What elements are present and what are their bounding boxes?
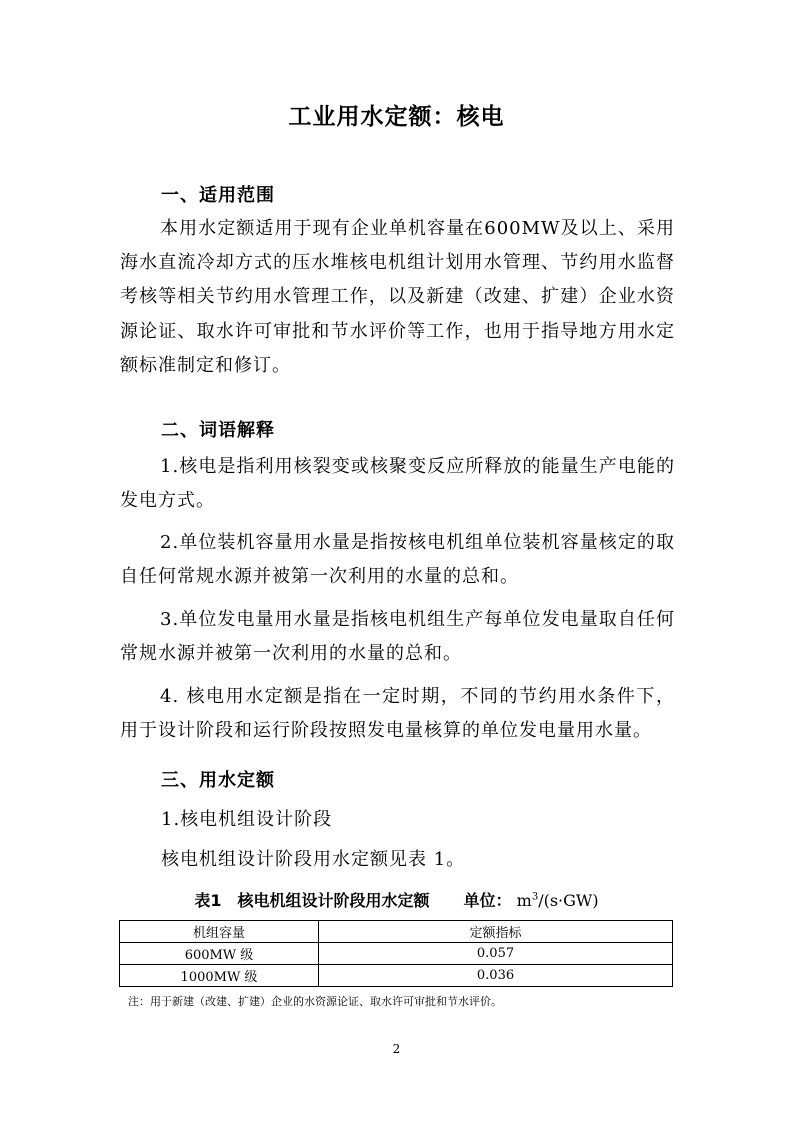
subheading-design-stage: 1.核电机组设计阶段 (161, 809, 333, 830)
table-caption-label: 表1 核电机组设计阶段用水定额 (194, 891, 430, 910)
paragraph-term-2: 2.单位装机容量用水量是指按核电机组单位装机容量核定的取自任何常规水源并被第一次利用的水量的总和。 (120, 532, 675, 588)
table-cell-quota: 0.036 (319, 965, 673, 987)
page-title: 工业用水定额：核电 (288, 104, 505, 130)
table-unit-label: 单位： (463, 891, 512, 910)
table-unit-superscript: 3 (531, 891, 539, 903)
section-heading-terms: 二、词语解释 (161, 420, 275, 441)
table-header-quota: 定额指标 (319, 921, 673, 943)
table-cell-capacity: 1000MW 级 (120, 965, 319, 987)
table-unit-value-base: m (516, 891, 532, 910)
paragraph-table-reference: 核电机组设计阶段用水定额见表 1。 (161, 849, 466, 870)
paragraph-scope: 本用水定额适用于现有企业单机容量在600MW及以上、采用海水直流冷却方式的压水堆核电机组计划用水管理、节约用水监督考核等相关节约用水管理工作，以及新建（改建、扩建）企业水资源论证、取水许可审批和节水评价等工作，也用于指导地方用水定额标准制定和修订。 (120, 218, 675, 376)
table-row (120, 965, 673, 987)
table-cell-quota: 0.057 (319, 943, 673, 965)
table-note: 注：用于新建（改建、扩建）企业的水资源论证、取水许可审批和节水评价。 (128, 995, 502, 1008)
table-cell-capacity: 600MW 级 (120, 943, 319, 965)
table-caption (0, 888, 793, 911)
paragraph-term-1: 1.核电是指利用核裂变或核聚变反应所释放的能量生产电能的发电方式。 (120, 456, 675, 512)
paragraph-term-4: 4. 核电用水定额是指在一定时期，不同的节约用水条件下，用于设计阶段和运行阶段按照发电量核算的单位发电量用水量。 (120, 686, 675, 742)
paragraph-term-3: 3.单位发电量用水量是指核电机组生产每单位发电量取自任何常规水源并被第一次利用的水量的总和。 (120, 609, 675, 665)
table-header-capacity: 机组容量 (120, 921, 319, 943)
page-number: 2 (392, 1042, 401, 1056)
quota-table (119, 920, 673, 987)
section-heading-scope: 一、适用范围 (161, 185, 275, 206)
table-row (120, 943, 673, 965)
section-heading-quota: 三、用水定额 (161, 770, 275, 791)
table-header-row (120, 921, 673, 943)
table-unit-value-rest: /(s·GW) (538, 891, 599, 910)
